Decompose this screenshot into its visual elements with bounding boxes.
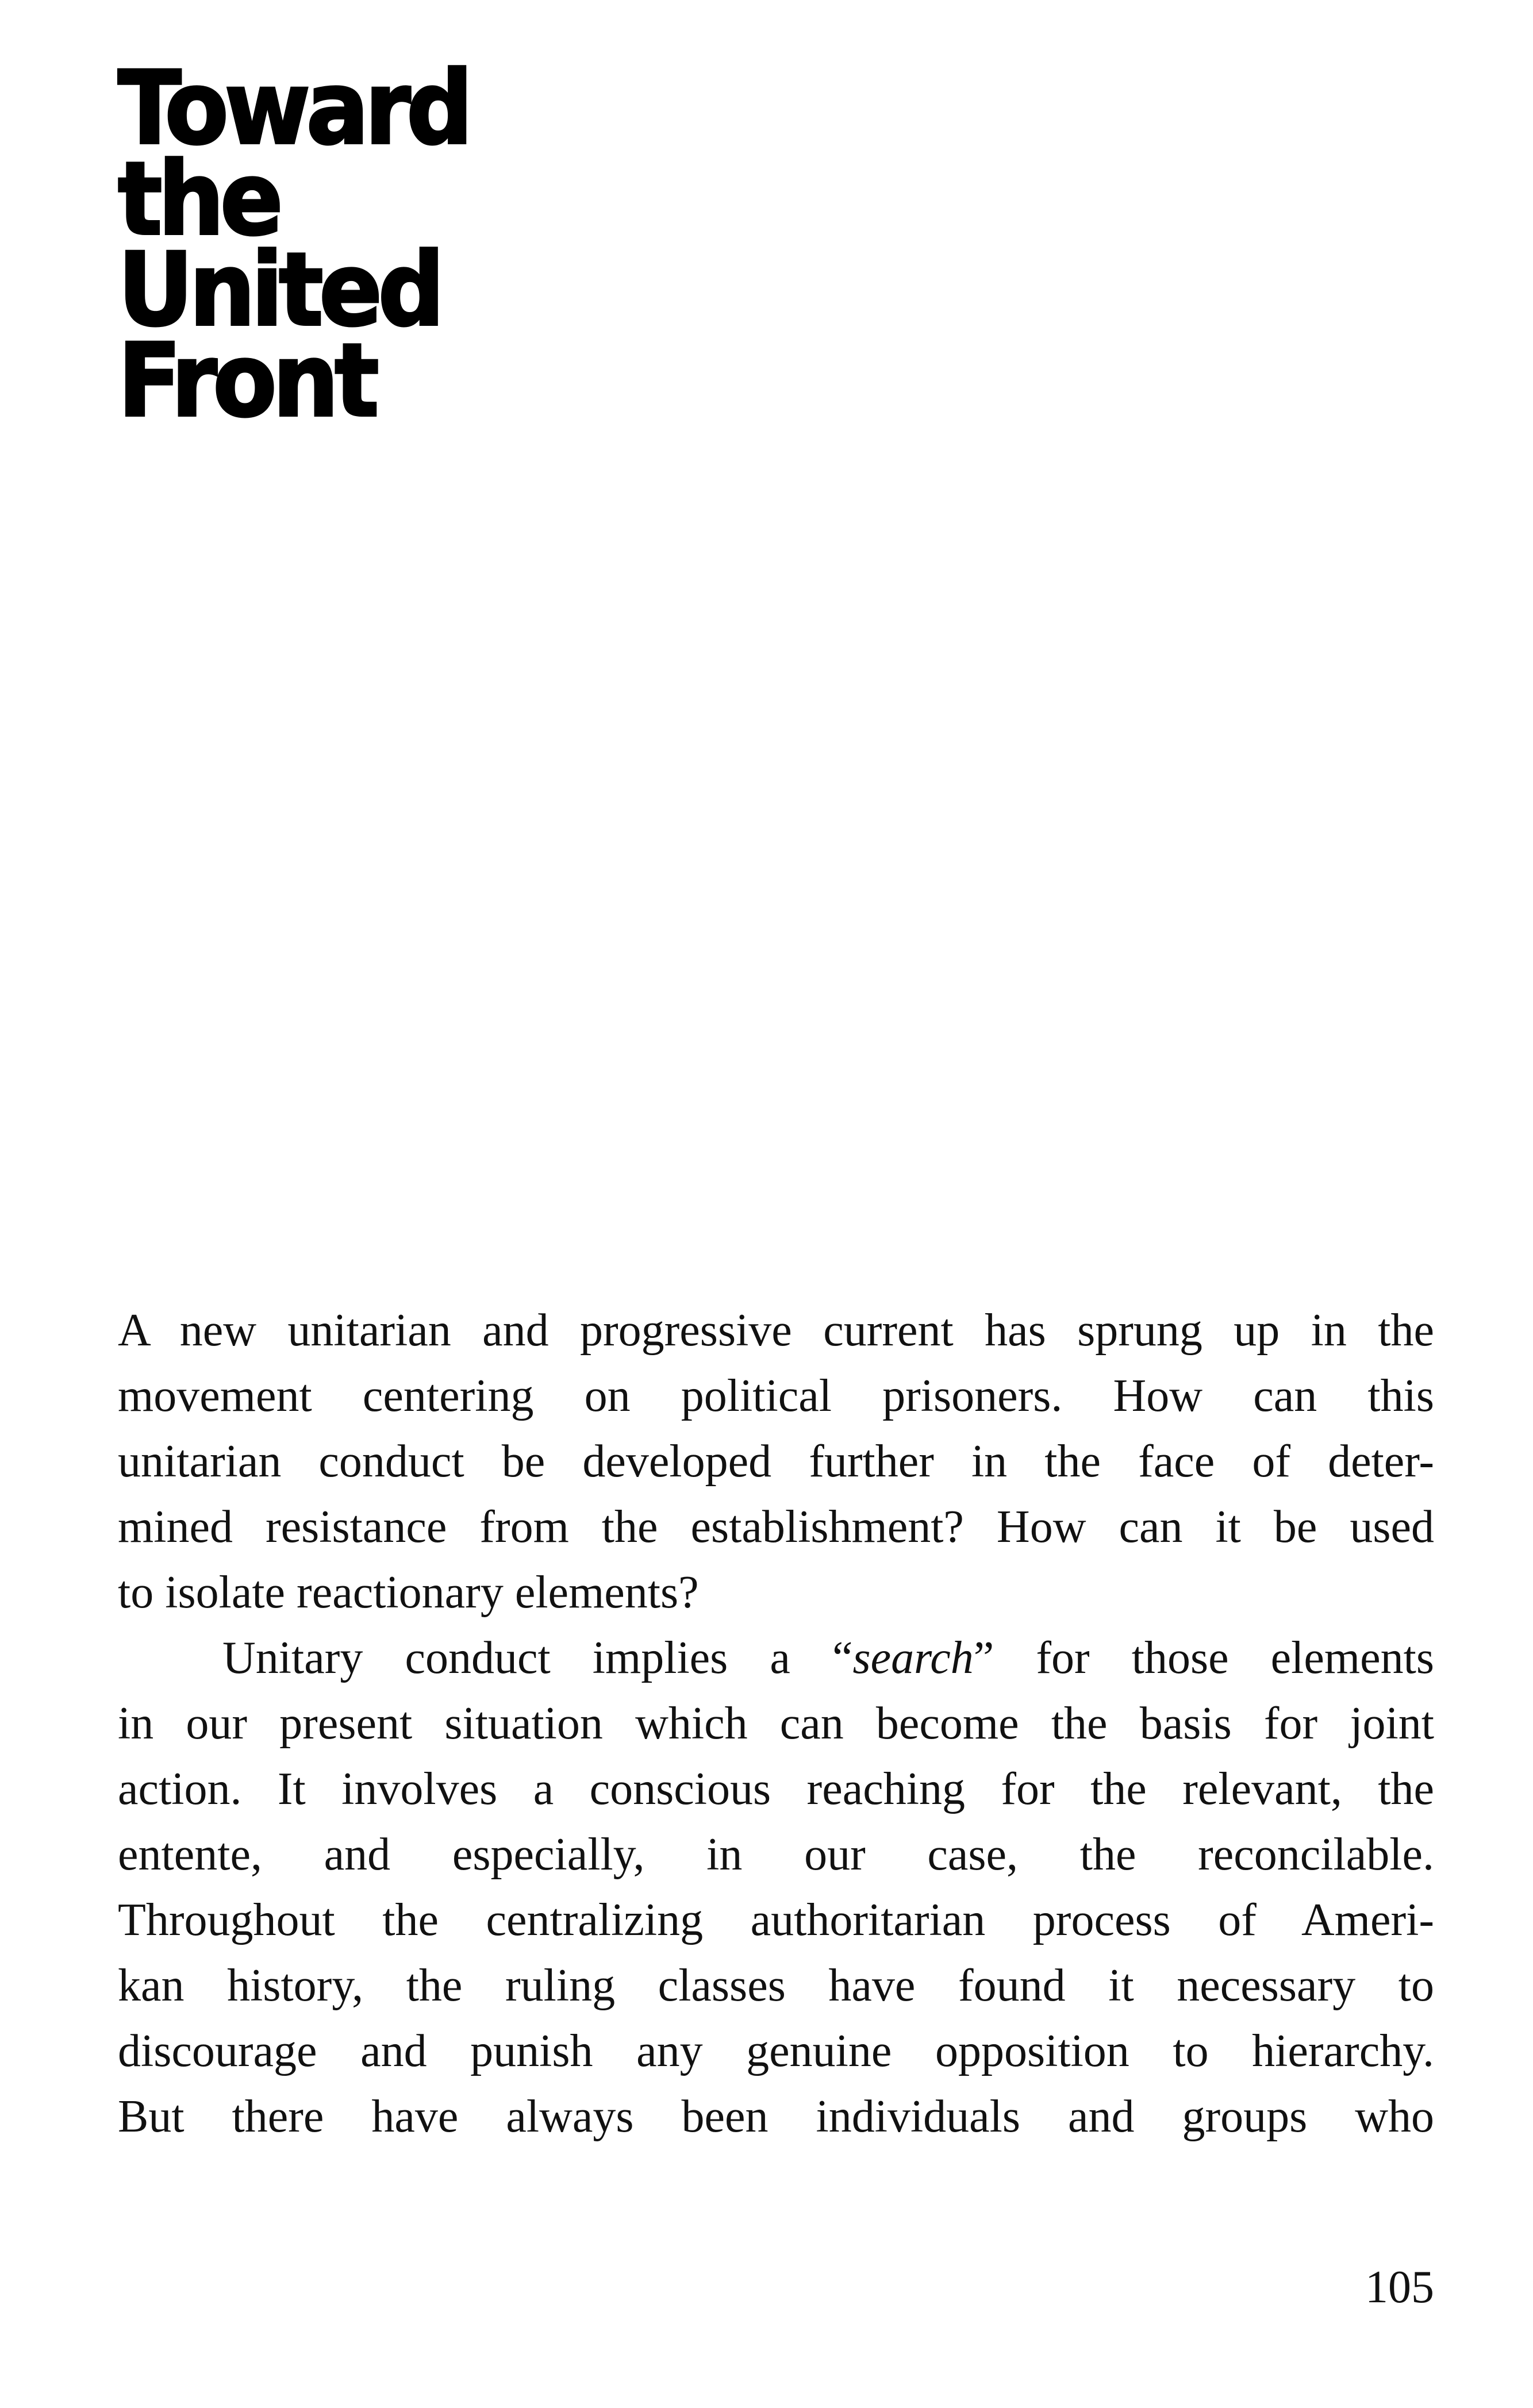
text-line: A new unitarian and progressive current has sprung up in the [118, 1305, 1434, 1356]
text-line: in our present situation which can become the basis for joint [118, 1698, 1434, 1749]
text-line: kan history, the ruling classes have found it necessary to [118, 1960, 1434, 2011]
chapter-title-line: the [118, 140, 279, 258]
text-line: movement centering on political prisoners. How can this [118, 1371, 1434, 1421]
chapter-title-line: Toward [118, 49, 469, 167]
text-line: action. It involves a conscious reaching for the relevant, the [118, 1764, 1434, 1814]
text-segment: ” for those elements [973, 1633, 1434, 1683]
text-line: discourage and punish any genuine opposition to hierarchy. [118, 2026, 1434, 2076]
paragraph-2 [118, 1625, 1434, 2149]
text-line: But there have always been individuals and groups who [118, 2091, 1434, 2142]
text-line: Throughout the centralizing authoritarian process of Ameri- [118, 1895, 1434, 1945]
body-text [118, 1298, 1434, 2149]
text-line: unitarian conduct be developed further in the face of deter- [118, 1436, 1434, 1487]
text-line-first [118, 1625, 1434, 1691]
text-line: to isolate reactionary elements? [118, 1567, 699, 1618]
text-line: mined resistance from the establishment? How can it be used [118, 1502, 1434, 1552]
emphasized-word: search [852, 1633, 974, 1683]
chapter-title [118, 49, 469, 440]
text-segment: Unitary conduct implies a “ [222, 1633, 853, 1683]
chapter-title-line: Front [118, 322, 375, 440]
paragraph-1 [118, 1298, 1434, 1625]
chapter-title-line: United [118, 231, 441, 349]
page-number: 105 [1365, 2262, 1434, 2313]
text-line: entente, and especially, in our case, the reconcilable. [118, 1829, 1434, 1880]
